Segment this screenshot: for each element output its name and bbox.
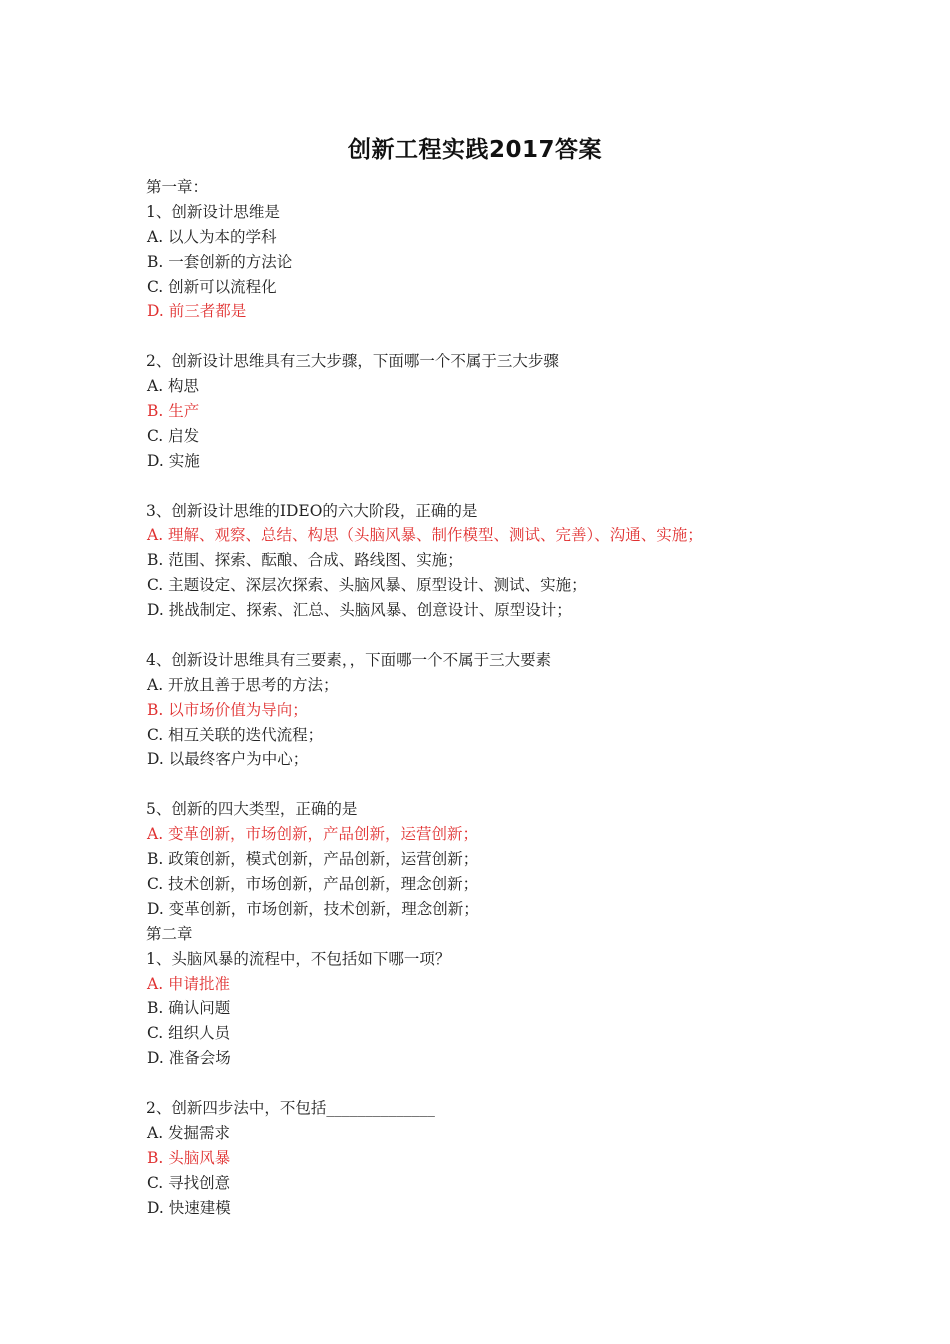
option-b: B. 范围、探索、酝酿、合成、路线图、实施； bbox=[147, 551, 463, 570]
option-c: C. 启发 bbox=[147, 426, 200, 445]
question-text: 5、创新的四大类型，正确的是 bbox=[146, 800, 358, 819]
spacer bbox=[146, 474, 926, 499]
question-block bbox=[146, 1096, 926, 1220]
question-block bbox=[146, 200, 926, 324]
question-text: 1、头脑风暴的流程中，不包括如下哪一项？ bbox=[146, 949, 451, 968]
question-block bbox=[146, 797, 926, 921]
option-d: D. 实施 bbox=[147, 451, 200, 470]
question-block bbox=[146, 499, 926, 623]
option-c: C. 创新可以流程化 bbox=[147, 277, 277, 296]
chapter-2-heading: 第二章 bbox=[146, 924, 193, 943]
option-a: A. 发掘需求 bbox=[147, 1123, 231, 1142]
option-b-correct-answer: B. 生产 bbox=[147, 402, 200, 421]
option-c: C. 主题设定、深层次探索、头脑风暴、原型设计、测试、实施； bbox=[147, 576, 587, 595]
spacer bbox=[146, 324, 926, 349]
option-a: A. 构思 bbox=[147, 377, 200, 396]
option-c: C. 组织人员 bbox=[147, 1024, 231, 1043]
question-text: 4、创新设计思维具有三要素，，下面哪一个不属于三大要素 bbox=[146, 650, 552, 669]
document-body bbox=[146, 175, 926, 1220]
spacer bbox=[146, 772, 926, 797]
option-a-correct-answer: A. 申请批准 bbox=[147, 974, 231, 993]
option-a-correct-answer: A. 理解、观察、总结、构思（头脑风暴、制作模型、测试、完善）、沟通、实施； bbox=[147, 526, 703, 545]
option-c: C. 寻找创意 bbox=[147, 1173, 231, 1192]
question-block bbox=[146, 648, 926, 772]
option-c: C. 相互关联的迭代流程； bbox=[147, 725, 324, 744]
option-a: A. 开放且善于思考的方法； bbox=[147, 675, 339, 694]
spacer bbox=[146, 1071, 926, 1096]
question-block bbox=[146, 349, 926, 473]
option-b-correct-answer: B. 以市场价值为导向； bbox=[147, 700, 308, 719]
option-b: B. 一套创新的方法论 bbox=[147, 252, 293, 271]
option-a: A. 以人为本的学科 bbox=[147, 227, 277, 246]
option-b-correct-answer: B. 头脑风暴 bbox=[147, 1148, 231, 1167]
option-b: B. 确认问题 bbox=[147, 999, 231, 1018]
question-text: 2、创新设计思维具有三大步骤，下面哪一个不属于三大步骤 bbox=[146, 352, 559, 371]
option-d-correct-answer: D. 前三者都是 bbox=[147, 302, 247, 321]
option-d: D. 快速建模 bbox=[147, 1198, 231, 1217]
option-d: D. 以最终客户为中心； bbox=[147, 750, 309, 769]
option-b: B. 政策创新，模式创新，产品创新，运营创新； bbox=[147, 850, 479, 869]
spacer bbox=[146, 623, 926, 648]
option-d: D. 准备会场 bbox=[147, 1049, 231, 1068]
option-d: D. 挑战制定、探索、汇总、头脑风暴、创意设计、原型设计； bbox=[147, 601, 572, 620]
question-text: 3、创新设计思维的IDEO的六大阶段，正确的是 bbox=[146, 501, 478, 520]
option-d: D. 变革创新，市场创新，技术创新，理念创新； bbox=[147, 899, 479, 918]
document-title: 创新工程实践2017答案 bbox=[347, 137, 602, 163]
option-c: C. 技术创新，市场创新，产品创新，理念创新； bbox=[147, 874, 479, 893]
question-text: 1、创新设计思维是 bbox=[146, 202, 280, 221]
question-text: 2、创新四步法中，不包括______________ bbox=[146, 1098, 435, 1117]
option-a-correct-answer: A. 变革创新，市场创新，产品创新，运营创新； bbox=[147, 825, 479, 844]
chapter-1-heading: 第一章： bbox=[146, 178, 209, 196]
question-block bbox=[146, 947, 926, 1071]
